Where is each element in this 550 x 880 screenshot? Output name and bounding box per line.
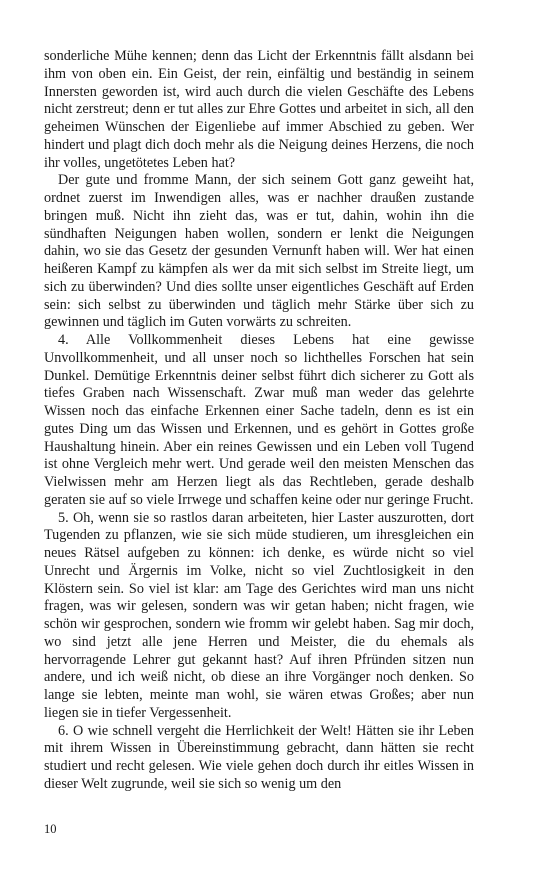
book-page-body: [44, 48, 474, 794]
paragraph-section-5: 5. Oh, wenn sie so rastlos daran arbeiteten, hier Laster auszurotten, dort Tugenden zu pflanzen, wie sie sich müde studieren, um ihresgleichen ein neues Rätsel aufgeben zu können: ich denke, es würde nicht so viel Unrecht und Ärgernis im Volke, nicht so viel Zuchtlosigkeit in den Klöstern sein. So viel ist klar: am Tage des Gerichtes wird man uns nicht fragen, was wir gelesen, sondern was wir getan haben; nicht fragen, wie schön wir gesprochen, sondern wie fromm wir gelebt haben. Sag mir doch, wo sind jetzt alle jene Herren und Meister, die du ehemals als hervorragende Lehrer gut gekannt hast? Auf ihren Pfründen sitzen nun andere, und ich weiß nicht, ob diese an ihre Vorgänger noch denken. So lange sie lebten, meinte man wohl, sie wären etwas Großes; aber nun liegen sie in tiefer Vergessenheit.: [44, 509, 474, 721]
paragraph-section-4: 4. Alle Vollkommenheit dieses Lebens hat eine gewisse Unvollkommenheit, und all unser noch so lichthelles Forschen hat sein Dunkel. Demütige Erkenntnis deiner selbst führt dich sicherer zu Gott als tiefes Graben nach Wissenschaft. Zwar muß man weder das gelehrte Wissen noch das einfache Erkennen einer Sache tadeln, denn es ist ein gutes Ding um das Wissen und Erkennen, und es gehört in Gottes große Haushaltung hinein. Aber ein reines Gewissen und ein Leben voll Tugend ist ohne Vergleich mehr wert. Und gerade weil den meisten Menschen das Vielwissen mehr am Herzen liegt als das Rechtleben, gerade deshalb geraten sie auf so viele Irrwege und schaffen keine oder nur geringe Frucht.: [44, 332, 474, 508]
paragraph-section-6: 6. O wie schnell vergeht die Herrlichkeit der Welt! Hätten sie ihr Leben mit ihrem Wissen in Übereinstimmung gebracht, dann hätten sie recht studiert und recht gelesen. Wie viele gehen doch durch ihr eitles Wissen in dieser Welt zugrunde, weil sie sich so wenig um den: [44, 722, 474, 792]
page-number: 10: [44, 822, 57, 836]
paragraph: Der gute und fromme Mann, der sich seinem Gott ganz geweiht hat, ordnet zuerst im Inwendigen alles, was er nachher draußen zustande bringen muß. Nicht ihn zieht das, was er tut, dahin, wohin ihn die sündhaften Neigungen haben wollen, sondern er lenkt die Neigungen dahin, wo sie das Gesetz der gesunden Vernunft haben will. Wer hat einen heißeren Kampf zu kämpfen als wer da mit sich selbst im Streite liegt, um sich zu überwinden? Und dies sollte unser eigentliches Geschäft auf Erden sein: sich selbst zu überwinden und täglich mehr Stärke über sich zu gewinnen und täglich im Guten vorwärts zu schreiten.: [44, 172, 474, 331]
paragraph-continuation: sonderliche Mühe kennen; denn das Licht der Erkenntnis fällt alsdann bei ihm von oben ein. Ein Geist, der rein, einfältig und beständig in seinem Innersten geworden ist, wird auch durch die vielen Geschäfte des Lebens nicht zerstreut; denn er tut alles zur Ehre Gottes und arbeitet in sich, all den geheimen Wünschen der Eigenliebe auf immer Abschied zu geben. Wer hindert und plagt dich doch mehr als die Neigung deines Herzens, die noch ihr volles, ungetötetes Leben hat?: [44, 48, 474, 171]
